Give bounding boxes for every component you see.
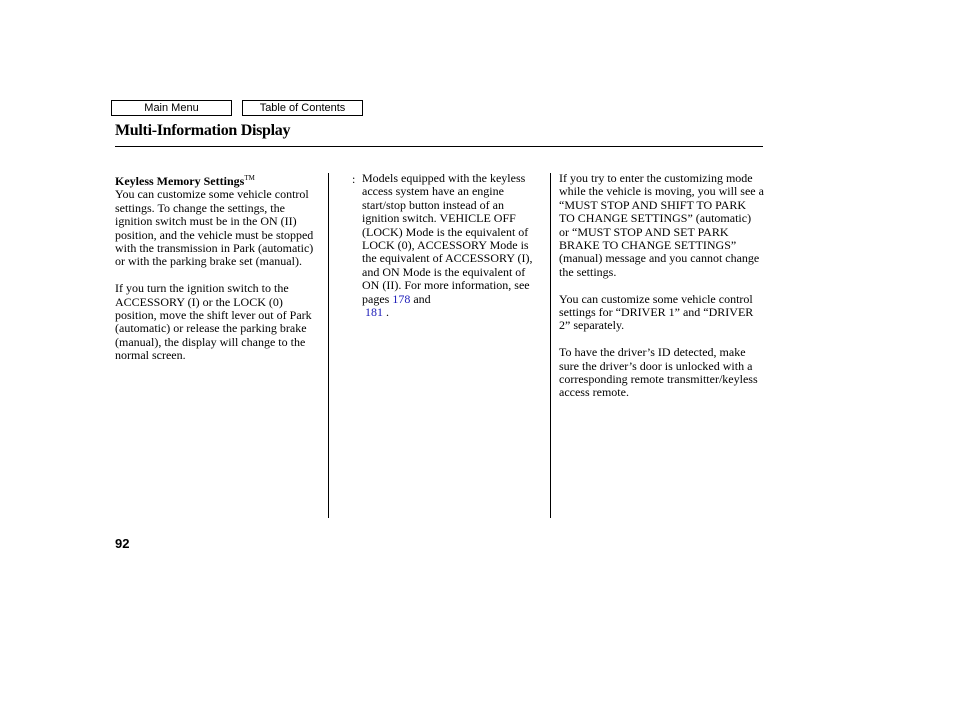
page-link-178[interactable]: 178 xyxy=(392,291,411,306)
keyless-memory-heading: Keyless Memory Settings™ xyxy=(115,174,255,188)
paragraph: If you try to enter the customizing mode while the vehicle is moving, you will see a “MUST STOP AND SHIFT TO PARK TO CHANGE SETTINGS” (automatic) or “MUST STOP AND SET PARK BRAKE TO CHANGE SETTINGS” (manual) message and you cannot change the settings. xyxy=(559,171,764,279)
main-menu-button[interactable]: Main Menu xyxy=(111,100,232,116)
column-3 xyxy=(559,172,764,413)
page-link-181[interactable]: 181 xyxy=(365,305,383,320)
keyless-note: Models equipped with the keyless access system have an engine start/stop button instead of an ignition switch. VEHICLE OFF (LOCK) Mode is the equivalent of LOCK (0), ACCESSORY Mode is the equivalent of ACCESSORY (I), and ON Mode is the equivalent of ON (II). For more information, see pages 178 and 181 . xyxy=(362,171,533,320)
page-number: 92 xyxy=(115,536,130,551)
trademark-mark: TM xyxy=(244,174,255,182)
note-marker: : xyxy=(352,172,356,186)
paragraph: To have the driver’s ID detected, make sure the driver’s door is unlocked with a corresponding remote transmitter/keyless access remote. xyxy=(559,345,758,400)
page-title: Multi-Information Display xyxy=(115,122,291,139)
paragraph: You can customize some vehicle control settings. To change the settings, the ignition switch must be in the ON (II) position, and the vehicle must be stopped with the transmission in Park (automatic) or with the parking brake set (manual). xyxy=(115,187,314,269)
paragraph: You can customize some vehicle control settings for “DRIVER 1” and “DRIVER 2” separately. xyxy=(559,291,754,333)
column-divider xyxy=(328,173,329,518)
paragraph: If you turn the ignition switch to the ACCESSORY (I) or the LOCK (0) position, move the shift lever out of Park (automatic) or release the parking brake (manual), the display will change to the normal screen. xyxy=(115,281,312,363)
title-divider xyxy=(115,146,763,147)
table-of-contents-button[interactable]: Table of Contents xyxy=(242,100,363,116)
column-1 xyxy=(115,172,323,376)
column-divider xyxy=(550,173,551,518)
column-2 xyxy=(362,172,542,333)
